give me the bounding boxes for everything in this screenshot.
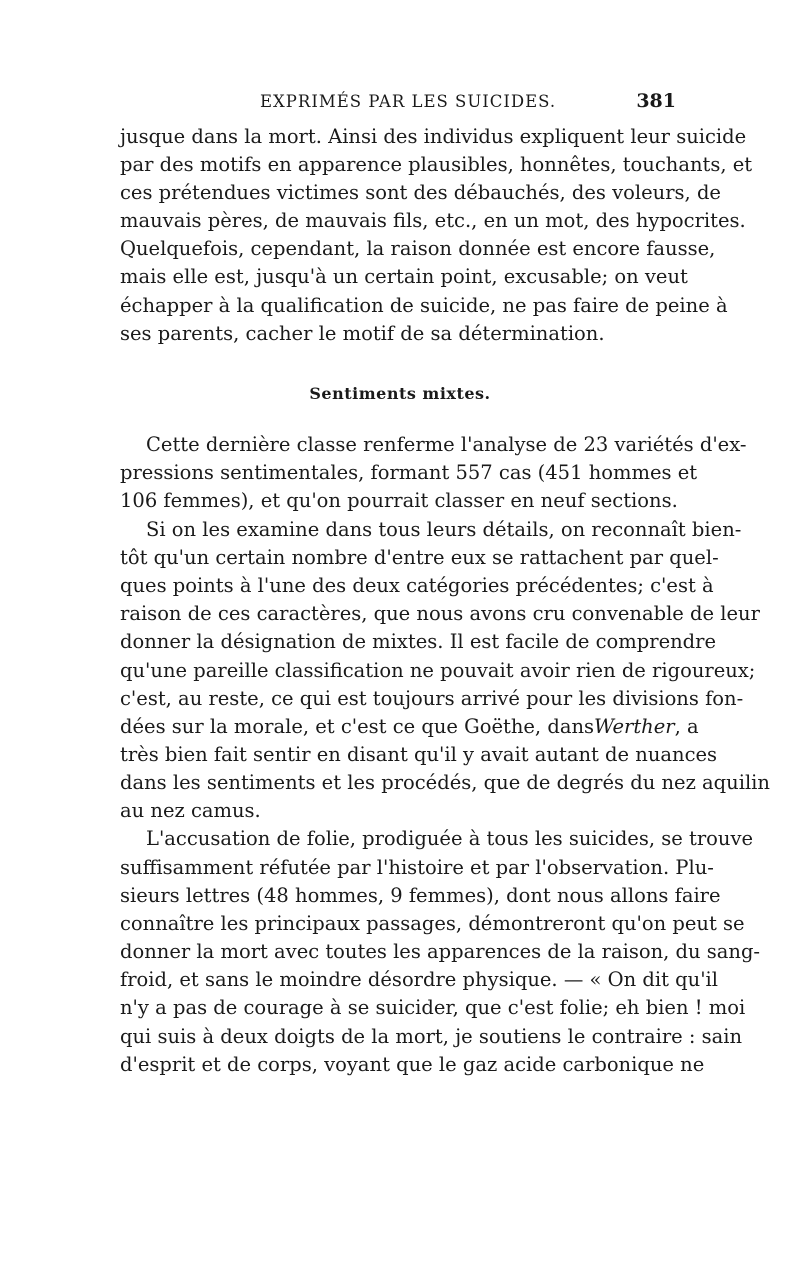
text-segment: dées sur la morale, et c'est ce que Goëthe, dans: [120, 715, 595, 738]
text-line: très bien fait sentir en disant qu'il y avait autant de nuances: [120, 743, 718, 766]
text-line: sieurs lettres (48 hommes, 9 femmes), dont nous allons faire: [120, 884, 721, 907]
running-head: [120, 92, 680, 116]
text-line: Cette dernière classe renferme l'analyse de 23 variétés d'ex-: [146, 433, 747, 456]
text-segment: , a: [674, 715, 699, 738]
text-line: ques points à l'une des deux catégories précédentes; c'est à: [120, 574, 714, 597]
werther-title: Werther: [594, 715, 675, 738]
running-title: EXPRIMÉS PAR LES SUICIDES.: [260, 92, 557, 111]
section-heading: Sentiments mixtes.: [309, 384, 491, 403]
text-line: L'accusation de folie, prodiguée à tous les suicides, se trouve: [146, 827, 754, 850]
text-line: Quelquefois, cependant, la raison donnée est encore fausse,: [120, 237, 716, 260]
text-line: 106 femmes), et qu'on pourrait classer en neuf sections.: [120, 489, 678, 512]
text-line: n'y a pas de courage à se suicider, que c'est folie; eh bien ! moi: [120, 996, 746, 1019]
text-line: échapper à la qualification de suicide, ne pas faire de peine à: [120, 294, 728, 317]
page-number: 381: [636, 90, 676, 112]
text-line: jusque dans la mort. Ainsi des individus expliquent leur suicide: [120, 125, 747, 148]
text-line-werther: [120, 714, 699, 740]
text-line: ses parents, cacher le motif de sa détermination.: [120, 322, 605, 345]
text-line: donner la désignation de mixtes. Il est facile de comprendre: [120, 630, 717, 653]
text-line: connaître les principaux passages, démontreront qu'on peut se: [120, 912, 745, 935]
text-line: mauvais pères, de mauvais fils, etc., en un mot, des hypocrites.: [120, 209, 746, 232]
text-line: raison de ces caractères, que nous avons cru convenable de leur: [120, 602, 760, 625]
text-line: donner la mort avec toutes les apparences de la raison, du sang-: [120, 940, 761, 963]
text-line: ces prétendues victimes sont des débauchés, des voleurs, de: [120, 181, 721, 204]
text-line: tôt qu'un certain nombre d'entre eux se rattachent par quel-: [120, 546, 719, 569]
text-line: qu'une pareille classification ne pouvait avoir rien de rigoureux;: [120, 659, 756, 682]
text-line: mais elle est, jusqu'à un certain point, excusable; on veut: [120, 265, 688, 288]
text-line: qui suis à deux doigts de la mort, je soutiens le contraire : sain: [120, 1025, 743, 1048]
text-line: c'est, au reste, ce qui est toujours arrivé pour les divisions fon-: [120, 687, 744, 710]
text-line: froid, et sans le moindre désordre physique. — « On dit qu'il: [120, 968, 719, 991]
text-line: suffisamment réfutée par l'histoire et par l'observation. Plu-: [120, 856, 714, 879]
text-line: au nez camus.: [120, 799, 261, 822]
text-line: Si on les examine dans tous leurs détails, on reconnaît bien-: [146, 518, 742, 541]
text-line: par des motifs en apparence plausibles, honnêtes, touchants, et: [120, 153, 753, 176]
text-line: pressions sentimentales, formant 557 cas (451 hommes et: [120, 461, 698, 484]
text-line: dans les sentiments et les procédés, que de degrés du nez aquilin: [120, 771, 770, 794]
text-segment-werther: [594, 714, 699, 740]
text-line: d'esprit et de corps, voyant que le gaz acide carbonique ne: [120, 1053, 705, 1076]
